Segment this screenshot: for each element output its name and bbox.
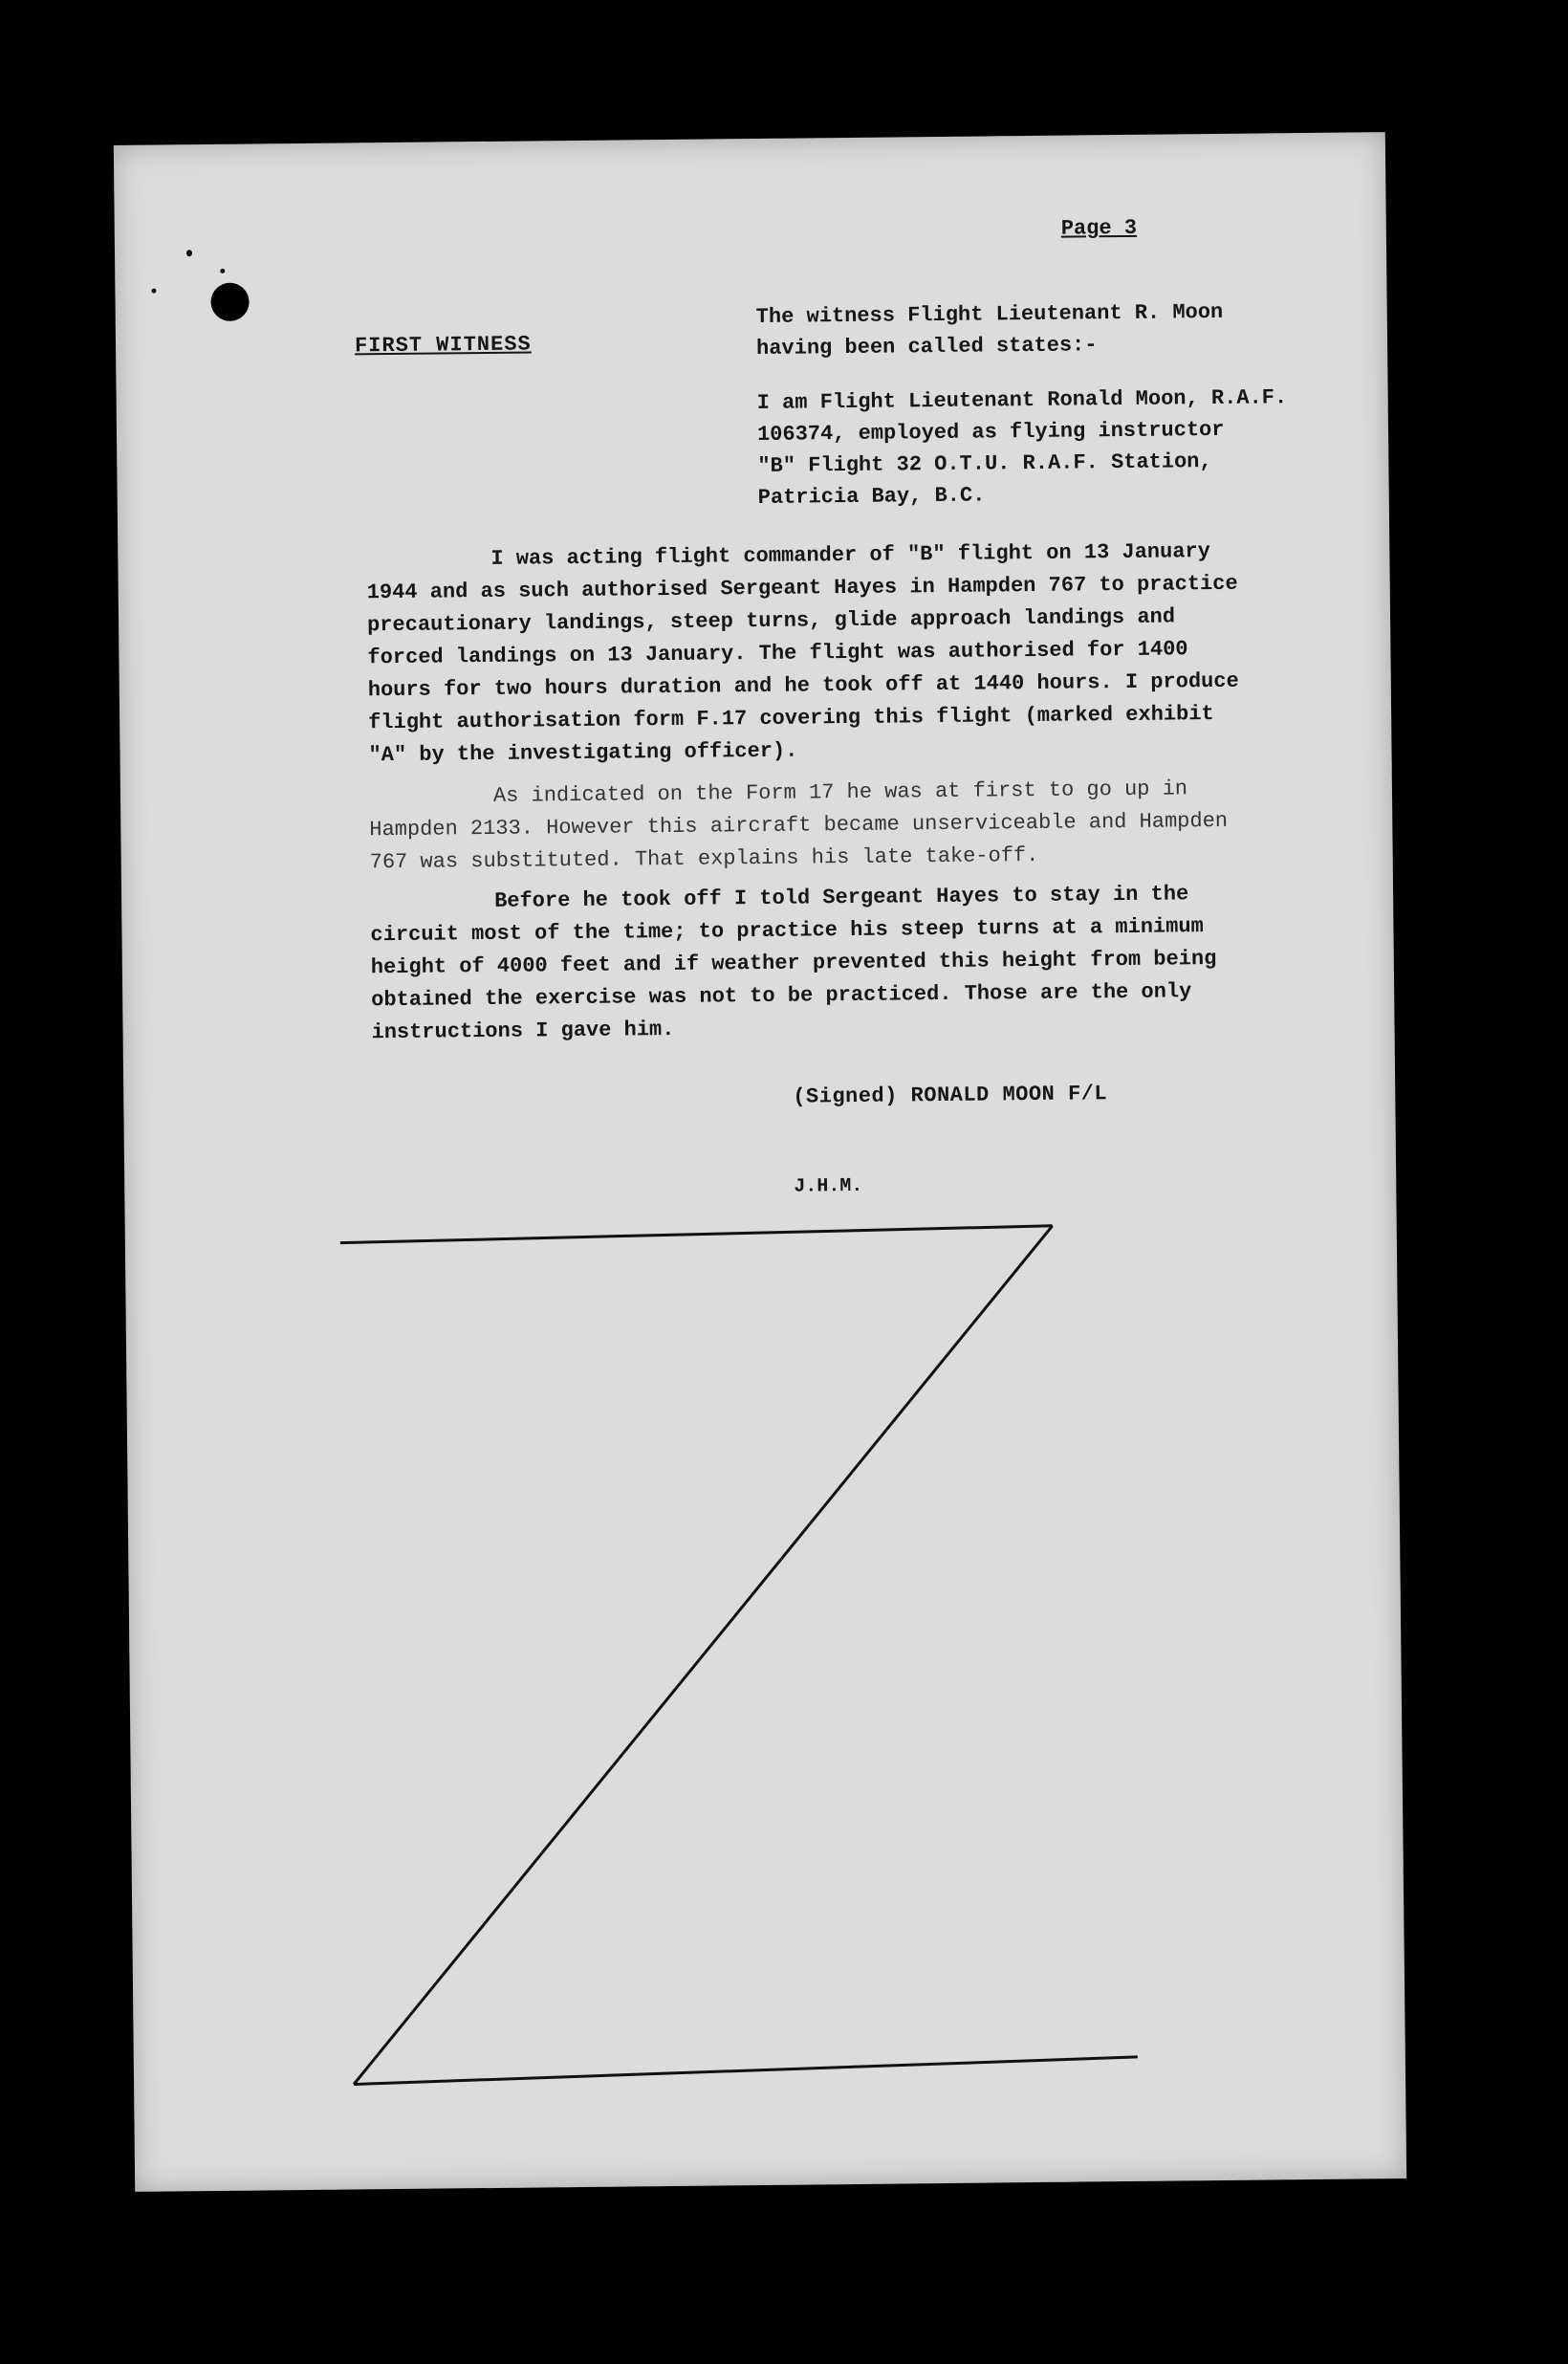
- cancellation-z-mark: [114, 132, 1406, 2192]
- page-number: Page 3: [1060, 215, 1138, 241]
- initials: J.H.M.: [794, 1174, 863, 1198]
- document-page: [114, 132, 1406, 2192]
- witness-intro: The witness Flight Lieutenant R. Moon having been called states:-: [755, 299, 1224, 361]
- statement-paragraph-3: Before he took off I told Sergeant Hayes to stay in the circuit most of the time; to practice his steep turns at a minimum height of 4000 feet and if weather prevented this height from being obtained the exercise was not to be practiced. Those are the only instructions I gave him.: [370, 882, 1217, 1045]
- statement-paragraph-2: As indicated on the Form 17 he was at first to go up in Hampden 2133. However this aircraft became unserviceable and Hampden 767 was substituted. That explains his late take-off.: [369, 777, 1229, 875]
- witness-identity: I am Flight Lieutenant Ronald Moon, R.A.F. 106374, employed as flying instructor "B" Flight 32 O.T.U. R.A.F. Station, Patricia Bay, B.C.: [756, 385, 1288, 510]
- signature-line: (Signed) RONALD MOON F/L: [793, 1082, 1108, 1109]
- section-heading: FIRST WITNESS: [354, 332, 532, 359]
- statement-paragraph-1: I was acting flight commander of "B" flight on 13 January 1944 and as such authorised Sergeant Hayes in Hampden 767 to practice precautionary landings, steep turns, glide approach landings and forced landings on 13 January. The flight was authorised for 1400 hours for two hours duration and he took off at 1440 hours. I produce flight authorisation form F.17 covering this flight (marked exhibit "A" by the investigating officer).: [366, 539, 1239, 768]
